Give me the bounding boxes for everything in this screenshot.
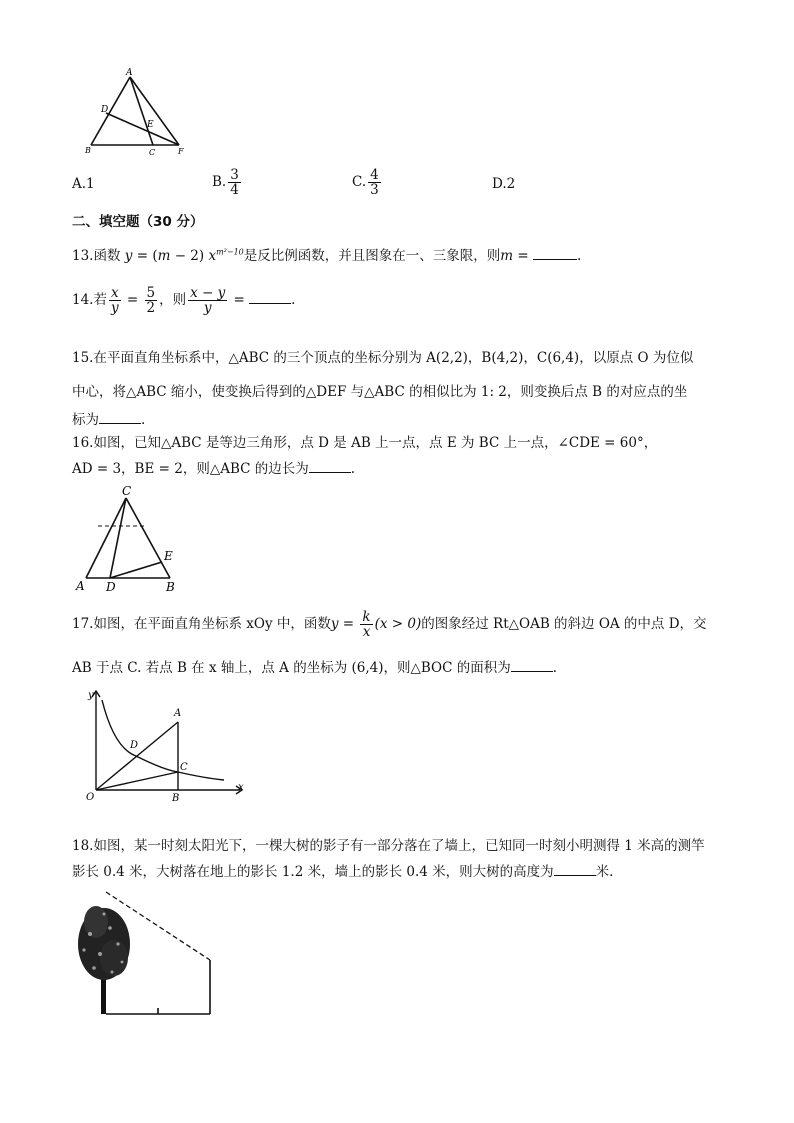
fig16-label-c: C (122, 484, 132, 498)
fig16-label-e: E (164, 549, 173, 563)
fig17-label-c: C (180, 762, 188, 773)
fig17-label-b: B (172, 793, 180, 804)
figure-q16-equilateral-triangle (72, 480, 192, 595)
choice-b-label: B. (212, 174, 227, 190)
choice-b (212, 168, 243, 197)
question-18-line-1: 18.如图，某一时刻太阳光下，一棵大树的影子有一部分落在了墙上，已知同一时刻小明测得 1 米高的测竿 (72, 838, 705, 854)
answer-blank-18 (554, 863, 596, 876)
fig17-label-a: A (174, 708, 182, 719)
section-heading: 二、填空题（30 分） (72, 214, 204, 230)
choice-c (352, 168, 383, 197)
choice-b-numerator: 3 (230, 167, 239, 183)
fig16-label-a: A (76, 579, 85, 593)
fig12-label-d: D (101, 105, 109, 115)
fig16-label-b: B (166, 580, 175, 594)
question-13: 13.函数 y = (m − 2) $x^{m^2-10}$是反比例函数，并且图象在一、三象限，则m = . (72, 247, 582, 264)
choice-c-denominator: 3 (370, 182, 379, 198)
question-15-line-2: 中心，将△ABC 缩小，使变换后得到的△DEF 与△ABC 的相似比为 1: 2，则变换后点 B 的对应点的坐 (72, 384, 688, 400)
answer-blank-17 (511, 659, 553, 672)
question-17-line-2: AB 于点 C. 若点 B 在 x 轴上，点 A 的坐标为 (6,4)，则△BOC 的面积为 . (72, 660, 558, 676)
answer-blank-13 (533, 247, 577, 260)
question-15-line-1: 15.在平面直角坐标系中，△ABC 的三个顶点的坐标分别为 A(2,2)，B(4,2)，C(6,4)，以原点 O 为位似 (72, 350, 694, 366)
fig12-label-e: E (147, 120, 154, 130)
fig12-label-c: C (149, 148, 156, 157)
fig12-label-a: A (126, 68, 133, 78)
choice-a: A.1 (72, 176, 95, 192)
question-16-line-2: AD = 3，BE = 2，则△ABC 的边长为 . (72, 461, 356, 477)
fig17-label-x: x (238, 782, 244, 793)
q13-exponent: m²−10 (216, 247, 244, 257)
choice-d: D.2 (492, 176, 516, 192)
question-15-line-3: 标为 . (72, 412, 146, 428)
figure-q17-hyperbola-graph (74, 688, 246, 806)
answer-blank-16 (309, 460, 351, 473)
tree-icon (78, 906, 130, 1014)
question-18-line-2: 影长 0.4 米，大树落在地上的影长 1.2 米，墙上的影长 0.4 米，则大树的高度为 米. (72, 864, 614, 880)
fig17-label-d: D (130, 740, 139, 751)
question-16-line-1: 16.如图，已知△ABC 是等边三角形，点 D 是 AB 上一点，点 E 为 BC 上一点，∠CDE = 60°， (72, 435, 658, 451)
figure-q12-triangle (82, 65, 194, 157)
fig16-label-d: D (106, 580, 116, 594)
fig12-label-b: B (85, 146, 91, 155)
fig17-label-y: y (88, 690, 94, 701)
figure-q18-tree-shadow (70, 884, 220, 1024)
fig17-label-o: O (86, 792, 95, 803)
question-14: 14.若 $\frac{x}{y}$ = $\frac{5}{2}$ ，则 $\frac{x - y}{y}$ = . (72, 285, 296, 316)
choice-b-denominator: 4 (230, 182, 239, 198)
question-17-line-1: 17.如图，在平面直角坐标系 xOy 中，函数y = $\frac{k}{x}$ (x > 0)的图象经过 Rt△OAB 的斜边 OA 的中点 D，交 (72, 609, 707, 640)
fig12-label-f: F (178, 147, 184, 156)
choice-c-numerator: 4 (370, 167, 379, 183)
answer-blank-15 (99, 411, 141, 424)
choice-c-label: C. (352, 174, 367, 190)
answer-blank-14 (249, 291, 291, 304)
